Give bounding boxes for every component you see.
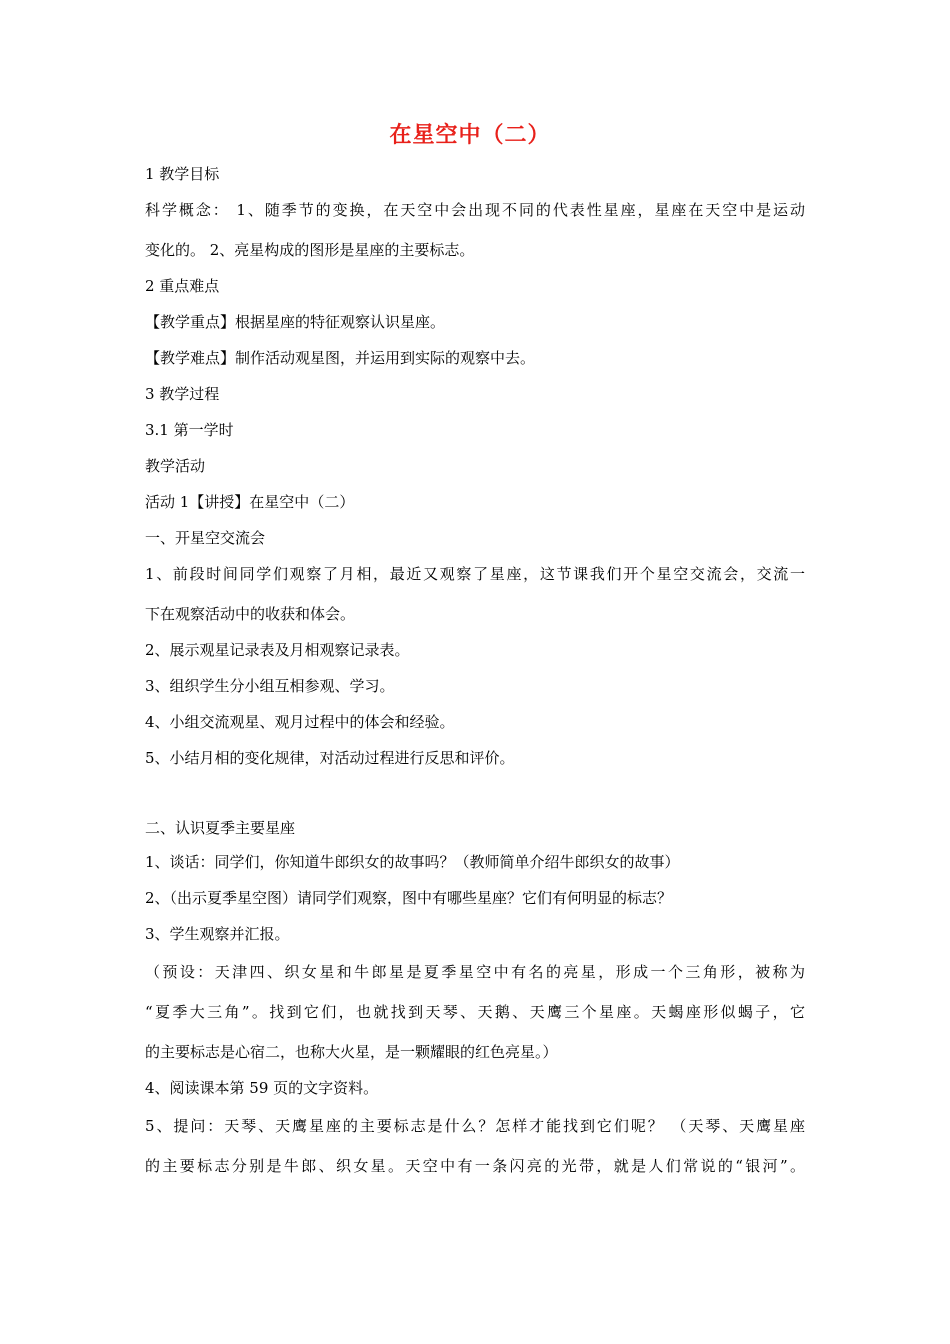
section-heading-objectives: 1 教学目标 <box>145 165 220 183</box>
paragraph-line: 教学活动 <box>145 457 206 475</box>
section-heading-process: 3 教学过程 <box>145 385 220 403</box>
paragraph-line: 2、（出示夏季星空图）请同学们观察，图中有哪些星座？它们有何明显的标志？ <box>145 889 673 907</box>
paragraph-line: 二、认识夏季主要星座 <box>145 819 296 837</box>
paragraph-line: 【教学难点】制作活动观星图，并运用到实际的观察中去。 <box>145 349 536 367</box>
paragraph-line: 1、前段时间同学们观察了月相，最近又观察了星座，这节课我们开个星空交流会，交流一 <box>145 565 805 583</box>
section-heading-key-points: 2 重点难点 <box>145 277 220 295</box>
paragraph-line: 3、组织学生分小组互相参观、学习。 <box>145 677 395 695</box>
paragraph-line: 【教学重点】根据星座的特征观察认识星座。 <box>145 313 446 331</box>
paragraph-line: 一、开星空交流会 <box>145 529 266 547</box>
paragraph-line: 活动 1【讲授】在星空中（二） <box>145 493 355 511</box>
paragraph-line: 下在观察活动中的收获和体会。 <box>145 605 356 623</box>
paragraph-line: 的主要标志是心宿二，也称大火星，是一颗耀眼的红色亮星。） <box>145 1043 558 1061</box>
paragraph-line: （预设：天津四、织女星和牛郎星是夏季星空中有名的亮星，形成一个三角形，被称为 <box>145 963 805 981</box>
paragraph-line: 科学概念： 1、随季节的变换，在天空中会出现不同的代表性星座，星座在天空中是运动 <box>145 201 805 219</box>
paragraph-line: “夏季大三角”。找到它们，也就找到天琴、天鹅、天鹰三个星座。天蝎座形似蝎子，它 <box>145 1003 805 1021</box>
paragraph-line: 1、谈话：同学们，你知道牛郎织女的故事吗？（教师简单介绍牛郎织女的故事） <box>145 853 680 871</box>
subsection-heading: 3.1 第一学时 <box>145 421 234 439</box>
paragraph-line: 4、小组交流观星、观月过程中的体会和经验。 <box>145 713 455 731</box>
paragraph-line: 2、展示观星记录表及月相观察记录表。 <box>145 641 410 659</box>
paragraph-line: 4、阅读课本第 59 页的文字资料。 <box>145 1079 379 1097</box>
paragraph-line: 3、学生观察并汇报。 <box>145 925 290 943</box>
paragraph-line: 5、小结月相的变化规律，对活动过程进行反思和评价。 <box>145 749 515 767</box>
paragraph-line: 5、提问：天琴、天鹰星座的主要标志是什么？怎样才能找到它们呢？ （天琴、天鹰星座 <box>145 1117 805 1135</box>
paragraph-line: 的主要标志分别是牛郎、织女星。天空中有一条闪亮的光带，就是人们常说的“银河”。 <box>145 1157 805 1175</box>
document-title: 在星空中（二） <box>389 122 551 148</box>
paragraph-line: 变化的。 2、亮星构成的图形是星座的主要标志。 <box>145 241 475 259</box>
